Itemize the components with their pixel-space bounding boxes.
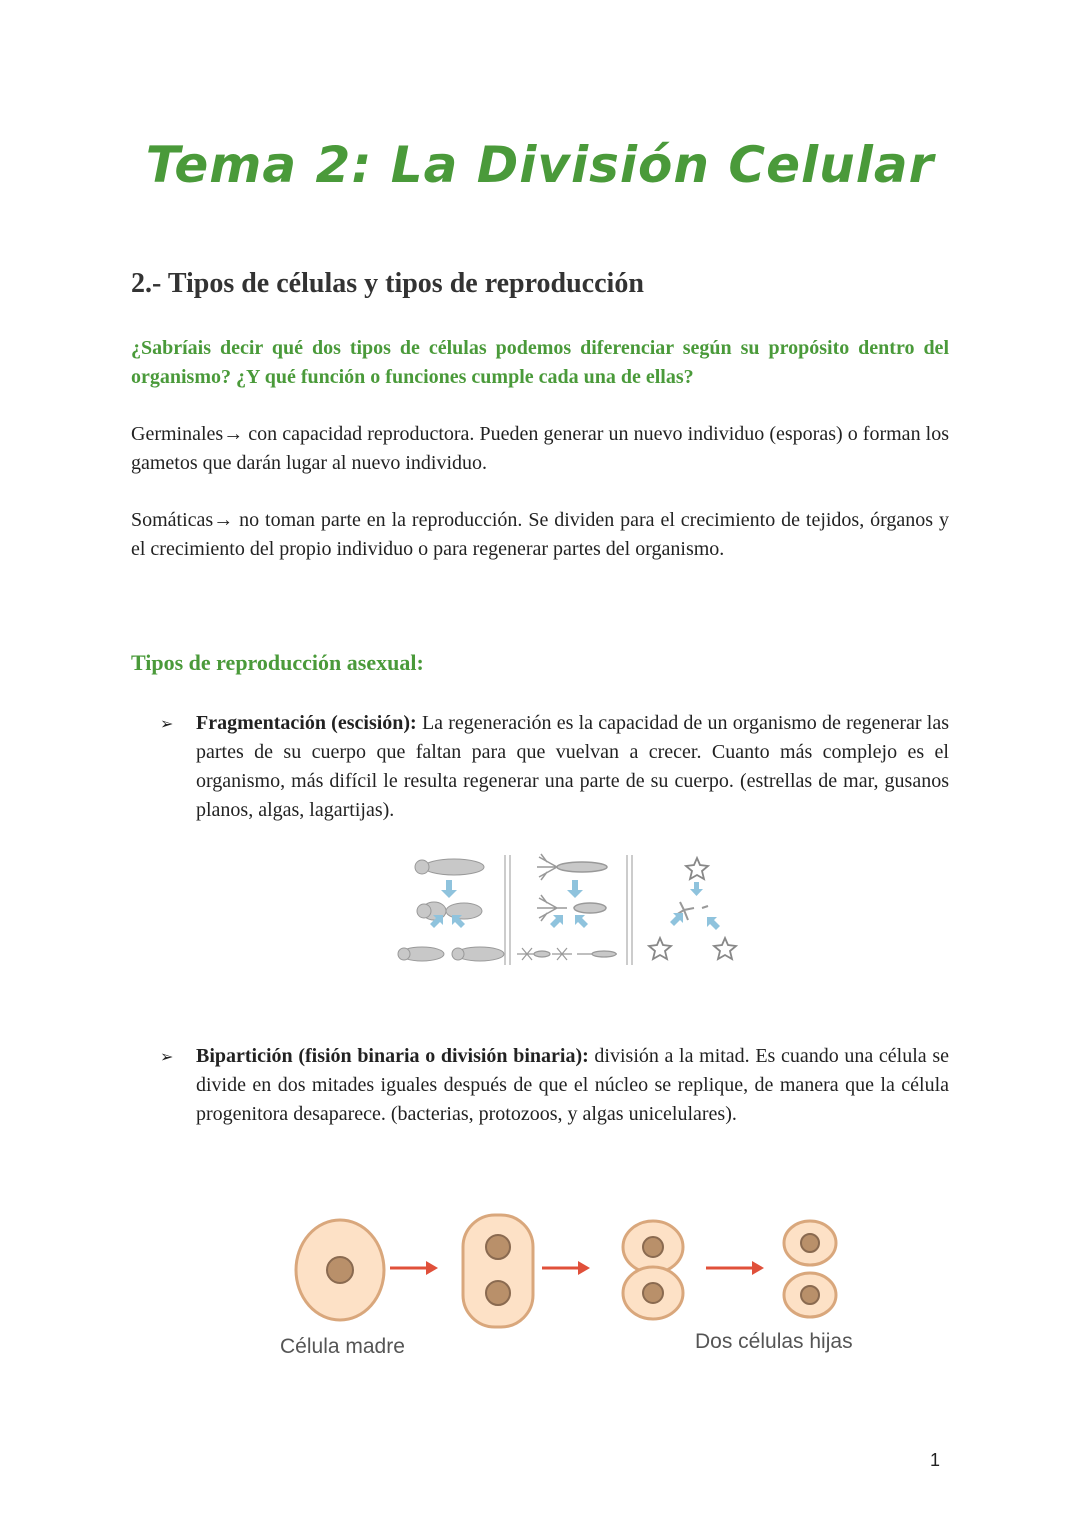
answer-text: no toman parte en la reproducción. Se dividen para el crecimiento de tejidos, órganos y el crecimiento del propio individuo o para regenerar partes del organismo. [131, 509, 949, 560]
branched-worm-icon [537, 854, 607, 880]
daughter-cells-icon [784, 1221, 836, 1317]
red-arrow-icon [542, 1261, 590, 1275]
branched-worm-regenerated-icon [517, 948, 617, 960]
flatworm-regenerated-icon [398, 947, 504, 961]
answer-term: Somáticas→ [131, 509, 234, 531]
page-number: 1 [930, 1450, 941, 1470]
starfish-icon [686, 858, 708, 879]
answer-term: Germinales→ [131, 423, 244, 445]
page-title: Tema 2: La División Celular [145, 136, 935, 194]
bullet-fragmentacion [160, 709, 949, 825]
bullet-text: división a la mitad. Es cuando una célula se divide en dos mitades iguales después de que el núcleo se replique, de manera que la célula progenitora desaparece. (bacterias, protozoos, y algas unicelulares). [196, 1045, 949, 1125]
elongated-cell-icon [463, 1215, 533, 1327]
mother-cell-icon [296, 1220, 384, 1320]
bullet-term: Bipartición (fisión binaria o división binaria): [196, 1045, 589, 1067]
branched-worm-cut-icon [537, 895, 606, 921]
label-dos-celulas-hijas: Dos células hijas [695, 1330, 853, 1353]
flatworm-icon [415, 859, 484, 875]
bullet-biparticion [160, 1042, 949, 1129]
flatworm-cut-icon [417, 902, 482, 920]
bullet-arrow-icon: ➢ [160, 1047, 174, 1066]
bullet-arrow-icon: ➢ [160, 714, 174, 733]
section-heading: 2.- Tipos de células y tipos de reproducción [131, 268, 644, 299]
label-celula-madre: Célula madre [280, 1335, 405, 1358]
answer-somaticas [131, 506, 949, 564]
question-paragraph: ¿Sabríais decir qué dos tipos de células podemos diferenciar según su propósito dentro del organismo? ¿Y qué función o funciones cumple cada una de ellas? [131, 337, 949, 388]
bullet-term: Fragmentación (escisión): [196, 712, 417, 734]
dividing-cell-icon [623, 1221, 683, 1319]
bullet-text: La regeneración es la capacidad de un organismo de regenerar las partes de su cuerpo que faltan para que vuelvan a crecer. Cuanto más complejo es el organismo, más difícil le resulta regenerar una parte de su cuerpo. (estrellas de mar, gusanos planos, algas, lagartijas). [196, 712, 950, 821]
starfish-regenerated-icon [649, 938, 736, 959]
binary-fission-diagram [270, 1205, 890, 1365]
down-arrow-icon [670, 882, 720, 930]
answer-germinales [131, 420, 949, 478]
red-arrow-icon [390, 1261, 438, 1275]
fragmentation-diagram [392, 850, 742, 970]
red-arrow-icon [706, 1261, 764, 1275]
answer-text: con capacidad reproductora. Pueden generar un nuevo individuo (esporas) o forman los gametos que darán lugar al nuevo individuo. [131, 423, 949, 474]
subheading-asexual: Tipos de reproducción asexual: [131, 650, 424, 675]
